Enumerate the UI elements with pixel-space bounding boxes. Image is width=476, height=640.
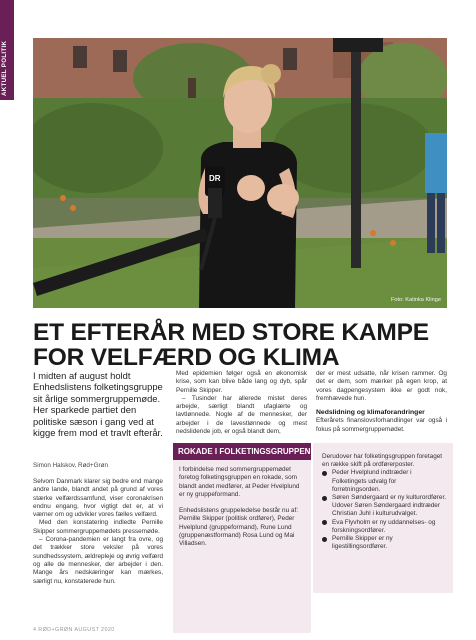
factbox-rokade: [173, 443, 311, 633]
headline: [33, 320, 453, 370]
column-2-paragraph: Med epidemien følger også en økonomisk krise, som kan blive både lang og dyb, spår Pernille Skipper.: [176, 370, 307, 394]
factbox-paragraph: Enhedslistens gruppeledelse består nu af: Pernille Skipper (politisk ordfører), Peder Hvelplund (gruppeformand), Rune Lund (gruppenæstformand) Rosa Lund og Mai Villadsen.: [179, 507, 299, 548]
photo-illustration: [33, 38, 447, 308]
column-3-subhead: Nedslidning og klimaforandringer: [316, 409, 425, 417]
list-item-text: Peder Hvelplund indtræder i Folketingets udvalg for forretningsorden.: [332, 469, 412, 493]
photo-credit: Foto: Katinka Klinge: [390, 297, 441, 303]
factbox-title: ROKADE I FOLKETINGSGRUPPEN: [173, 443, 311, 460]
bullet-icon: [322, 520, 327, 525]
column-3-paragraph: Efterårets finanslovsforhandlinger var også i fokus på sommergruppemødet.: [316, 417, 447, 433]
bullet-icon: [322, 537, 327, 542]
list-item-text: Søren Søndergaard er ny kulturordfører. Udover Søren Søndergaard indtræder Christian Juhl i kulturudvalget.: [332, 494, 447, 518]
factbox-intro: Derudover har folketingsgruppen foretaget en række skift på ordførerposter.: [322, 453, 443, 469]
mic-label: DR: [209, 174, 221, 183]
section-tab-label: AKTUEL POLITIK: [1, 40, 8, 96]
page-footer: 4 RØD+GRØN AUGUST 2020: [33, 627, 115, 633]
spokesperson-list: [322, 469, 446, 551]
list-item-text: Eva Flyvholm er ny uddannelses- og forskningsordfører.: [332, 518, 436, 534]
bullet-icon: [322, 471, 327, 476]
factbox-spokespersons: [313, 443, 453, 593]
list-item: [322, 519, 446, 535]
headline-line-2: FOR VELFÆRD OG KLIMA: [33, 344, 340, 371]
list-item: [322, 494, 446, 519]
intro-lead: I midten af august holdt Enhedslistens folketingsgruppe sit årlige sommergruppemøde. Her sparkede partiet den politiske sæson i gang ved at kigge frem mod et travlt efterår.: [33, 370, 163, 439]
factbox-paragraph: I forbindelse med sommergruppemødet foretog folketingsgruppen en rokade, som blandt andet medfører, at Peder Hvelplund er ny gruppeformand.: [179, 466, 300, 498]
byline: Simon Halskov, Rød+Grøn: [33, 462, 108, 469]
list-item: [322, 535, 446, 551]
headline-line-1: ET EFTERÅR MED STORE KAMPE: [33, 319, 429, 346]
article-column-1: [33, 478, 163, 586]
column-2-paragraph: – Tusinder har allerede mistet deres arbejde, særligt blandt ufaglærte og lavtlønnede. Nogle af de mennesker, der arbejder i de lavestlønnede og mest nedslidende job, er også blandt dem,: [176, 394, 307, 436]
article-column-3: [316, 370, 447, 434]
article-photo: [33, 38, 447, 308]
section-tab: [0, 0, 14, 100]
list-item: [322, 469, 446, 494]
factbox-body: [173, 460, 311, 555]
article-column-2: [176, 370, 307, 436]
column-1-paragraph: – Corona-pandemien er langt fra ovre, og det trækker store veksler på vores sundhedssystem, ældrepleje og øvrig velfærd og alle de mennesker, der arbejder i den. Mange års nedskæringer kan mærkes, særligt nu, konstaterede hun.: [33, 536, 163, 585]
bullet-icon: [322, 496, 327, 501]
column-1-paragraph: Selvom Danmark klarer sig bedre end mange andre lande, blandt andet på grund af vores stærke velfærdssamfund, viser coronakrisen endnu engang, hvor vigtigt det er, at vi værner om og udvikler vores fælles velfærd.: [33, 478, 163, 519]
column-3-paragraph: der er mest udsatte, når krisen rammer. Og det er dem, som mærker på egen krop, at vores dagpengesystem ikke er godt nok, fremhævede hun.: [316, 370, 447, 402]
list-item-text: Pernille Skipper er ny ligestillingsordfører.: [332, 535, 393, 551]
column-1-paragraph: Med den konstatering indledte Pernille Skipper sommergruppemødets pressemøde.: [33, 519, 163, 535]
